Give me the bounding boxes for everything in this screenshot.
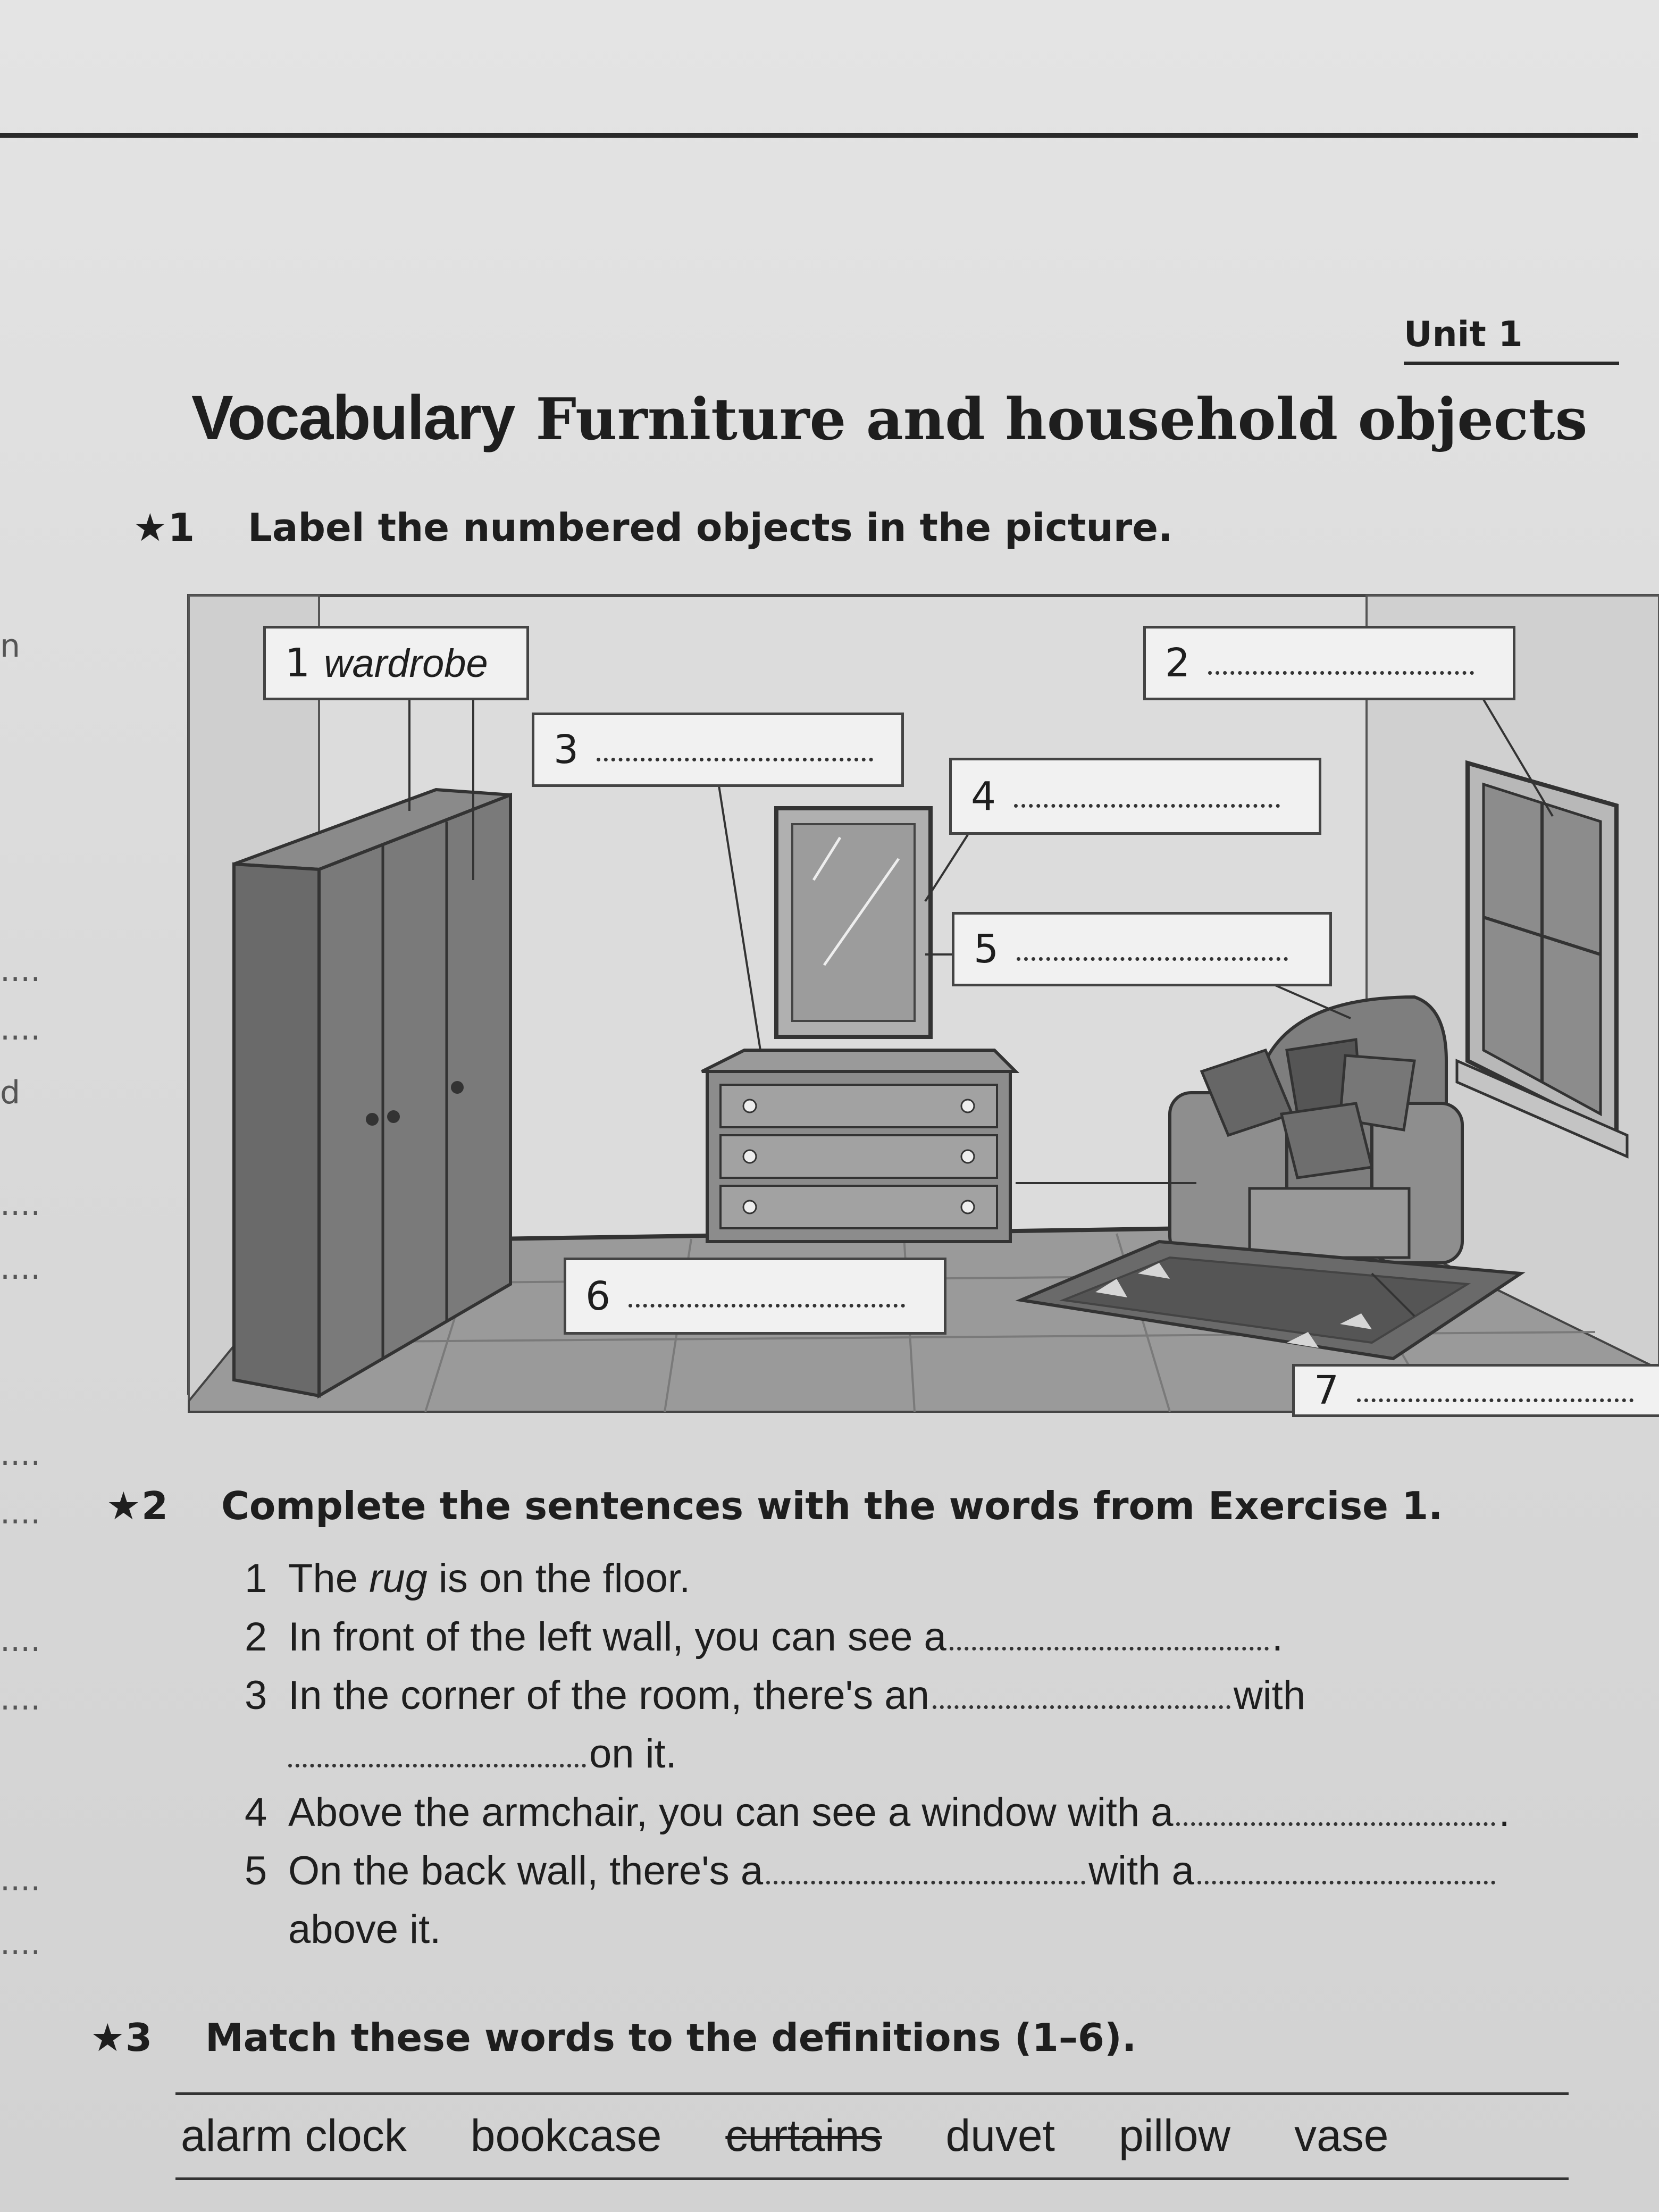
answer-blank[interactable] xyxy=(1017,938,1288,961)
unit-label: Unit 1 xyxy=(1404,314,1523,355)
picture-label-2 xyxy=(1143,626,1515,700)
word-bank-item: vase xyxy=(1294,2110,1389,2160)
label-number: 1 xyxy=(285,640,311,686)
star-icon: ★ xyxy=(90,2015,125,2060)
answer-blank[interactable] xyxy=(766,1874,1085,1884)
answer-blank[interactable] xyxy=(1014,785,1280,808)
answer-blank[interactable] xyxy=(1197,1874,1495,1884)
answer-blank[interactable] xyxy=(933,1699,1230,1709)
label-number: 5 xyxy=(974,926,999,972)
label-number: 7 xyxy=(1314,1368,1339,1413)
section-subtitle: Furniture and household objects xyxy=(535,386,1588,453)
picture-label-6 xyxy=(564,1258,946,1335)
answer-blank[interactable] xyxy=(1208,652,1474,675)
answer-blank[interactable] xyxy=(1357,1379,1633,1402)
label-number: 6 xyxy=(585,1273,611,1319)
answer-blank[interactable] xyxy=(288,1757,586,1767)
room-illustration xyxy=(160,582,1659,1417)
exercise-1-heading xyxy=(133,505,1172,550)
word-bank-top-rule xyxy=(175,2092,1569,2095)
star-icon: ★ xyxy=(106,1484,141,1528)
sentence-3-continued: on it. xyxy=(288,1731,677,1777)
label-number: 2 xyxy=(1165,640,1191,686)
sentence-3: 3 In the corner of the room, there's an with xyxy=(245,1673,1305,1718)
star-icon: ★ xyxy=(133,505,167,550)
picture-label-4 xyxy=(949,758,1321,835)
exercise-instruction: Complete the sentences with the words from Exercise 1. xyxy=(221,1484,1443,1528)
margin-mark: .... xyxy=(0,1925,41,1962)
word-bank-item: bookcase xyxy=(470,2110,662,2160)
answer-blank[interactable] xyxy=(950,1640,1269,1650)
unit-underline xyxy=(1404,362,1619,365)
picture-label-5 xyxy=(952,912,1332,986)
margin-mark: .... xyxy=(0,1861,41,1898)
margin-mark: .... xyxy=(0,952,41,989)
label-answer: wardrobe xyxy=(324,641,488,685)
word-bank-item-used: curtains xyxy=(725,2110,882,2160)
sentence-5: 5 On the back wall, there's a with a xyxy=(245,1848,1498,1894)
exercise-instruction: Match these words to the definitions (1–6). xyxy=(205,2015,1137,2060)
label-number: 4 xyxy=(971,773,996,819)
exercise-3-heading xyxy=(90,2015,1136,2060)
section-title: Vocabulary xyxy=(191,383,515,453)
exercise-2-heading xyxy=(106,1484,1443,1528)
answer-blank[interactable] xyxy=(1176,1816,1495,1826)
page-title xyxy=(191,382,1587,454)
exercise-number: 3 xyxy=(125,2015,153,2060)
label-number: 3 xyxy=(554,727,579,773)
margin-mark: .... xyxy=(0,1680,41,1717)
margin-mark: .... xyxy=(0,1622,41,1659)
word-bank-bottom-rule xyxy=(175,2177,1569,2180)
margin-mark: d xyxy=(0,1074,21,1111)
word-bank xyxy=(181,2110,1453,2161)
exercise-number: 1 xyxy=(168,505,195,550)
word-bank-item: pillow xyxy=(1118,2110,1231,2160)
answer-blank[interactable] xyxy=(597,739,873,761)
picture-label-7 xyxy=(1292,1364,1659,1417)
margin-mark: .... xyxy=(0,1010,41,1048)
margin-mark: .... xyxy=(0,1436,41,1473)
picture-label-1 xyxy=(263,626,529,700)
exercise-number: 2 xyxy=(141,1484,169,1528)
picture-label-3 xyxy=(532,713,904,787)
sentence-2: 2 In front of the left wall, you can see a . xyxy=(245,1614,1283,1660)
sentence-1: 1 The rug is on the floor. xyxy=(245,1556,691,1601)
example-answer: rug xyxy=(369,1556,428,1601)
margin-mark: .... xyxy=(0,1494,41,1531)
sentence-5-continued: above it. xyxy=(288,1907,441,1952)
sentence-4: 4 Above the armchair, you can see a window with a . xyxy=(245,1790,1510,1835)
word-bank-item: duvet xyxy=(945,2110,1055,2160)
top-rule xyxy=(0,133,1638,138)
word-bank-item: alarm clock xyxy=(181,2110,407,2160)
margin-mark: .... xyxy=(0,1186,41,1223)
exercise-instruction: Label the numbered objects in the picture. xyxy=(248,505,1173,550)
margin-mark: .... xyxy=(0,1250,41,1287)
margin-mark: n xyxy=(0,627,21,665)
answer-blank[interactable] xyxy=(629,1285,905,1308)
